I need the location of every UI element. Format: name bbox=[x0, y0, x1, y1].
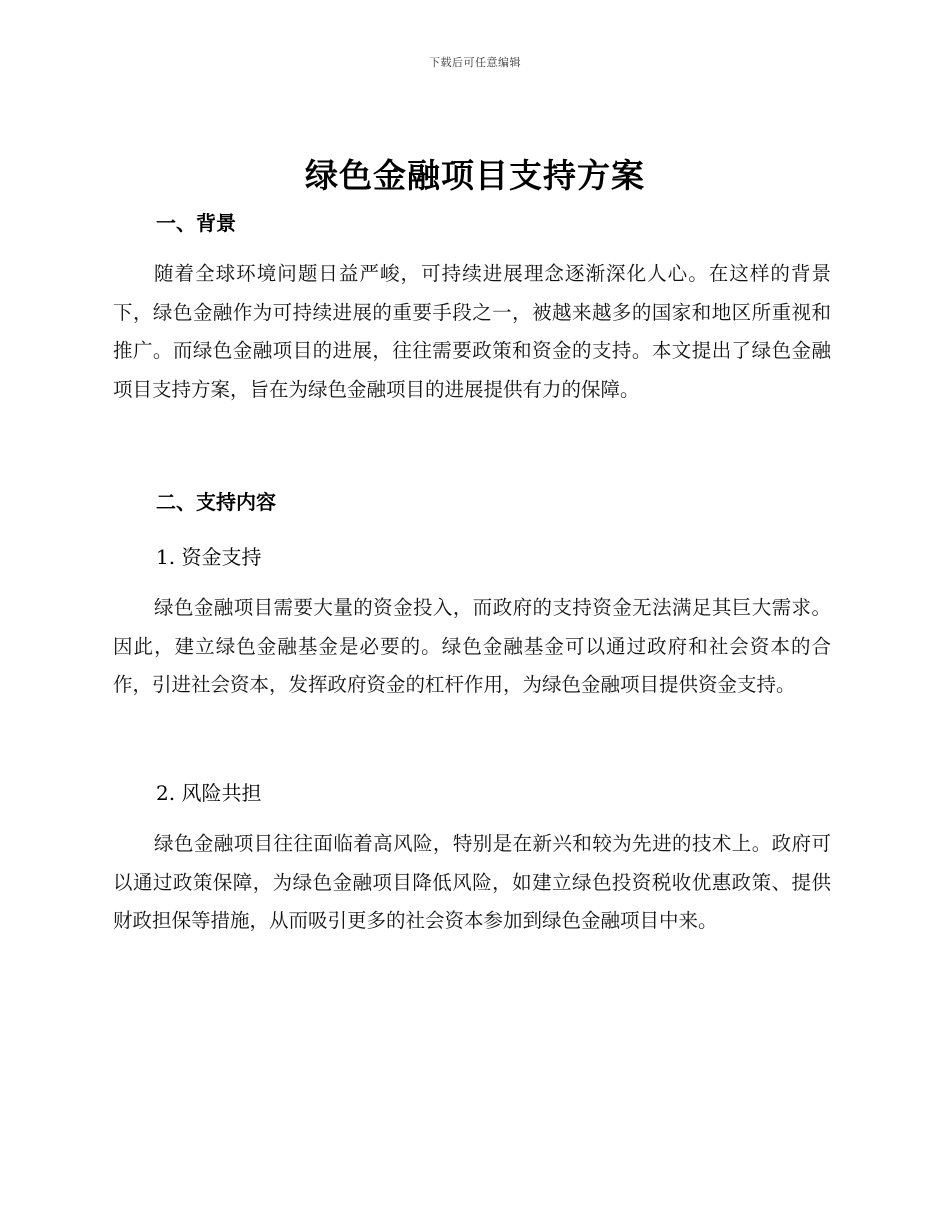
section-heading-support: 二、支持内容 bbox=[156, 490, 276, 514]
background-paragraph: 随着全球环境问题日益严峻，可持续进展理念逐渐深化人心。在这样的背景下，绿色金融作为可持续进展的重要手段之一，被越来越多的国家和地区所重视和推广。而绿色金融项目的进展，往往需要政策和资金的支持。本文提出了绿色金融项目支持方案，旨在为绿色金融项目的进展提供有力的保障。 bbox=[113, 262, 831, 401]
header-note: 下载后可任意编辑 bbox=[429, 56, 521, 69]
subheading-funding-support: 1. 资金支持 bbox=[156, 545, 262, 569]
funding-support-paragraph: 绿色金融项目需要大量的资金投入，而政府的支持资金无法满足其巨大需求。因此，建立绿色金融基金是必要的。绿色金融基金可以通过政府和社会资本的合作，引进社会资本，发挥政府资金的杠杆作用，为绿色金融项目提供资金支持。 bbox=[113, 596, 831, 696]
subheading-risk-sharing: 2. 风险共担 bbox=[156, 781, 262, 805]
section-heading-background: 一、背景 bbox=[156, 211, 236, 235]
risk-sharing-paragraph: 绿色金融项目往往面临着高风险，特别是在新兴和较为先进的技术上。政府可以通过政策保障，为绿色金融项目降低风险，如建立绿色投资税收优惠政策、提供财政担保等措施，从而吸引更多的社会资本参加到绿色金融项目中来。 bbox=[113, 832, 831, 932]
document-title: 绿色金融项目支持方案 bbox=[305, 156, 645, 195]
